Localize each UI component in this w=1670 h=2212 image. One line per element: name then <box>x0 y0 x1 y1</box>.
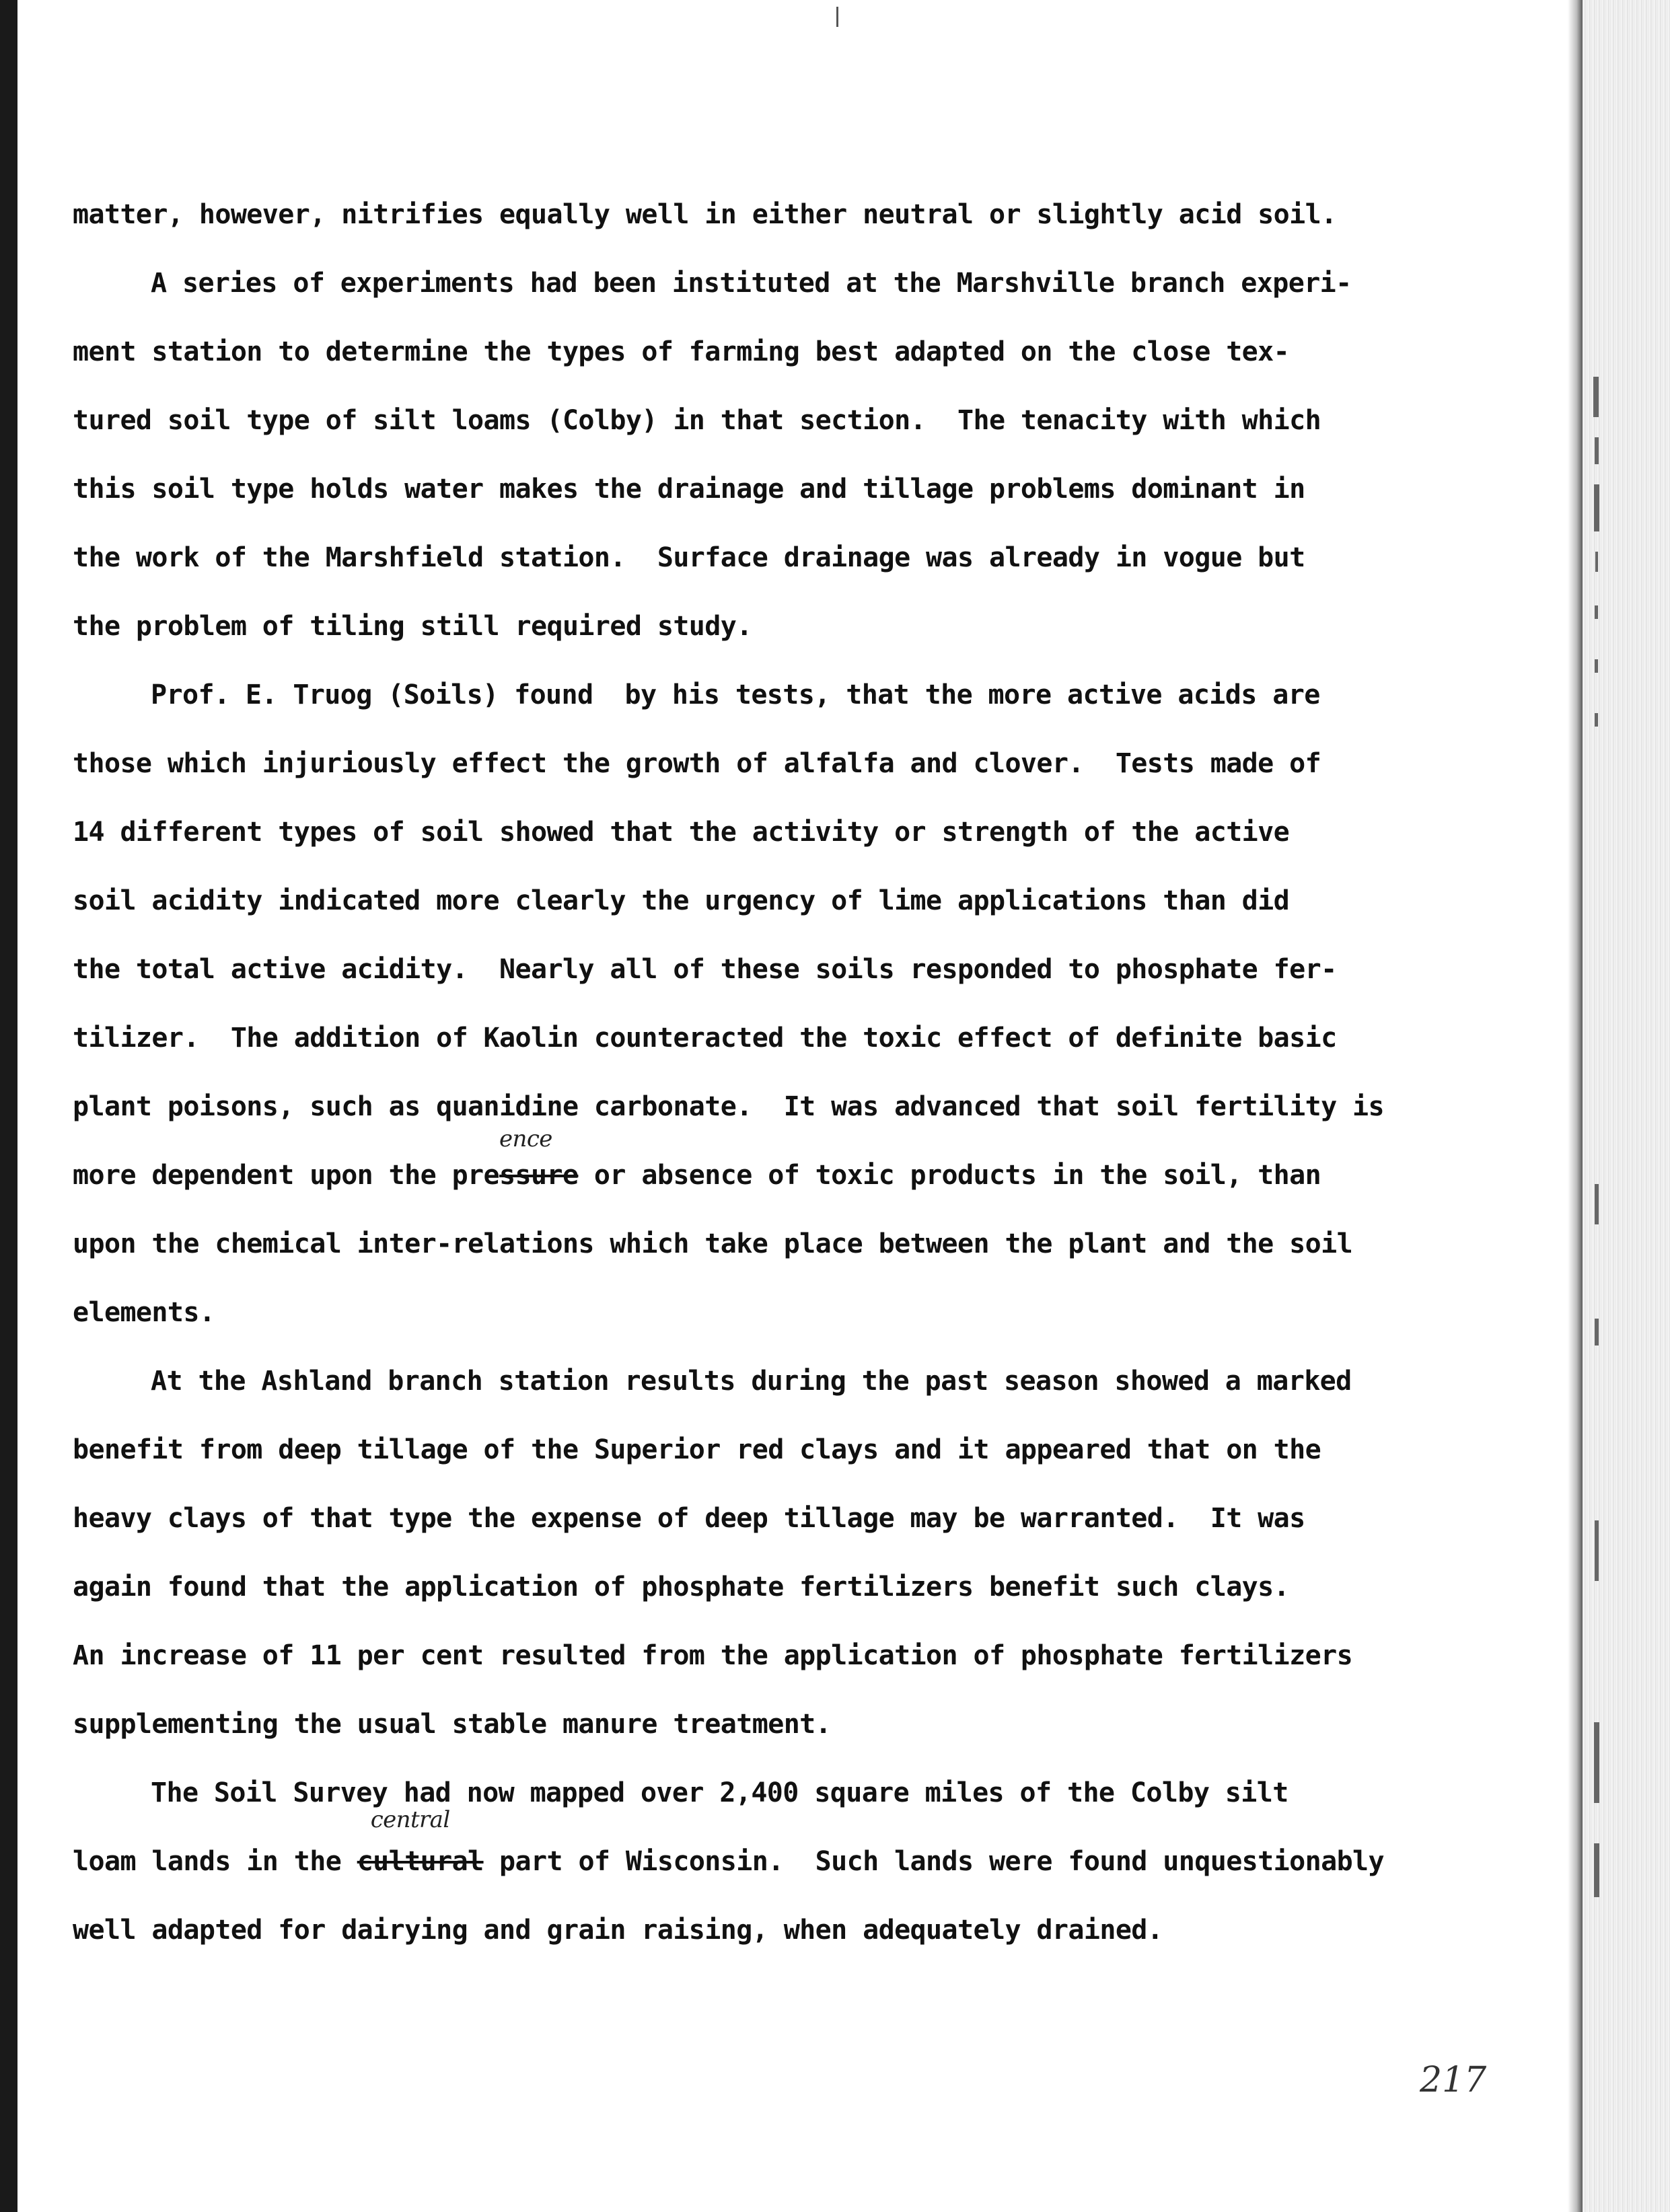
text-line: the problem of tiling still required study. <box>73 611 752 642</box>
text-line-with-correction <box>73 1126 1459 1210</box>
top-crop-mark <box>836 7 838 27</box>
text-line: The Soil Survey had now mapped over 2,400 square miles of the Colby silt <box>151 1777 1288 1808</box>
page-edge-shadow <box>1568 0 1583 2212</box>
text-line: the work of the Marshfield station. Surface drainage was already in vogue but <box>73 542 1305 573</box>
text-line: again found that the application of phosphate fertilizers benefit such clays. <box>73 1572 1290 1602</box>
text-line: Prof. E. Truog (Soils) found by his tests, that the more active acids are <box>151 679 1320 710</box>
text-line: elements. <box>73 1297 215 1328</box>
text-line: matter, however, nitrifies equally well in either neutral or slightly acid soil. <box>73 199 1337 230</box>
text-line: plant poisons, such as quanidine carbonate. It was advanced that soil fertility is <box>73 1091 1385 1122</box>
text-line: At the Ashland branch station results during the past season showed a marked <box>151 1366 1352 1397</box>
struck-text: central cultural <box>357 1806 484 1877</box>
text-line: soil acidity indicated more clearly the urgency of lime applications than did <box>73 885 1290 916</box>
text-line: those which injuriously effect the growth of alfalfa and clover. Tests made of <box>73 748 1321 779</box>
line-text-before: loam lands in the <box>73 1846 357 1877</box>
line-text-after: part of Wisconsin. Such lands were found unquestionably <box>483 1846 1385 1877</box>
text-line: heavy clays of that type the expense of deep tillage may be warranted. It was <box>73 1503 1305 1534</box>
text-line: tilizer. The addition of Kaolin counteracted the toxic effect of definite basic <box>73 1023 1337 1054</box>
text-line: supplementing the usual stable manure treatment. <box>73 1709 832 1740</box>
text-line: An increase of 11 per cent resulted from the application of phosphate fertilizers <box>73 1640 1353 1671</box>
text-line: upon the chemical inter-relations which take place between the plant and the soil <box>73 1228 1353 1259</box>
text-line: this soil type holds water makes the drainage and tillage problems dominant in <box>73 474 1305 505</box>
typed-text-body <box>73 180 1459 1964</box>
text-line: the total active acidity. Nearly all of these soils responded to phosphate fer- <box>73 954 1337 985</box>
margin-marks <box>1588 377 1608 1924</box>
struck-text: ence ssure <box>499 1126 579 1191</box>
text-line: benefit from deep tillage of the Superior red clays and it appeared that on the <box>73 1434 1321 1465</box>
text-line-with-correction <box>73 1806 1459 1896</box>
text-line: A series of experiments had been instituted at the Marshville branch experi- <box>151 268 1352 299</box>
handwritten-correction: central <box>370 1806 450 1833</box>
text-line: tured soil type of silt loams (Colby) in that section. The tenacity with which <box>73 405 1321 436</box>
handwritten-correction: ence <box>499 1126 552 1152</box>
line-text-after: or absence of toxic products in the soil, than <box>578 1160 1321 1191</box>
text-line: ment station to determine the types of farming best adapted on the close tex- <box>73 336 1290 367</box>
left-binding-edge <box>0 0 17 2212</box>
line-text-before: more dependent upon the pre <box>73 1160 500 1191</box>
page-number: 217 <box>1420 2060 1487 2100</box>
text-line: 14 different types of soil showed that the activity or strength of the active <box>73 817 1290 848</box>
text-line: well adapted for dairying and grain raising, when adequately drained. <box>73 1915 1163 1946</box>
